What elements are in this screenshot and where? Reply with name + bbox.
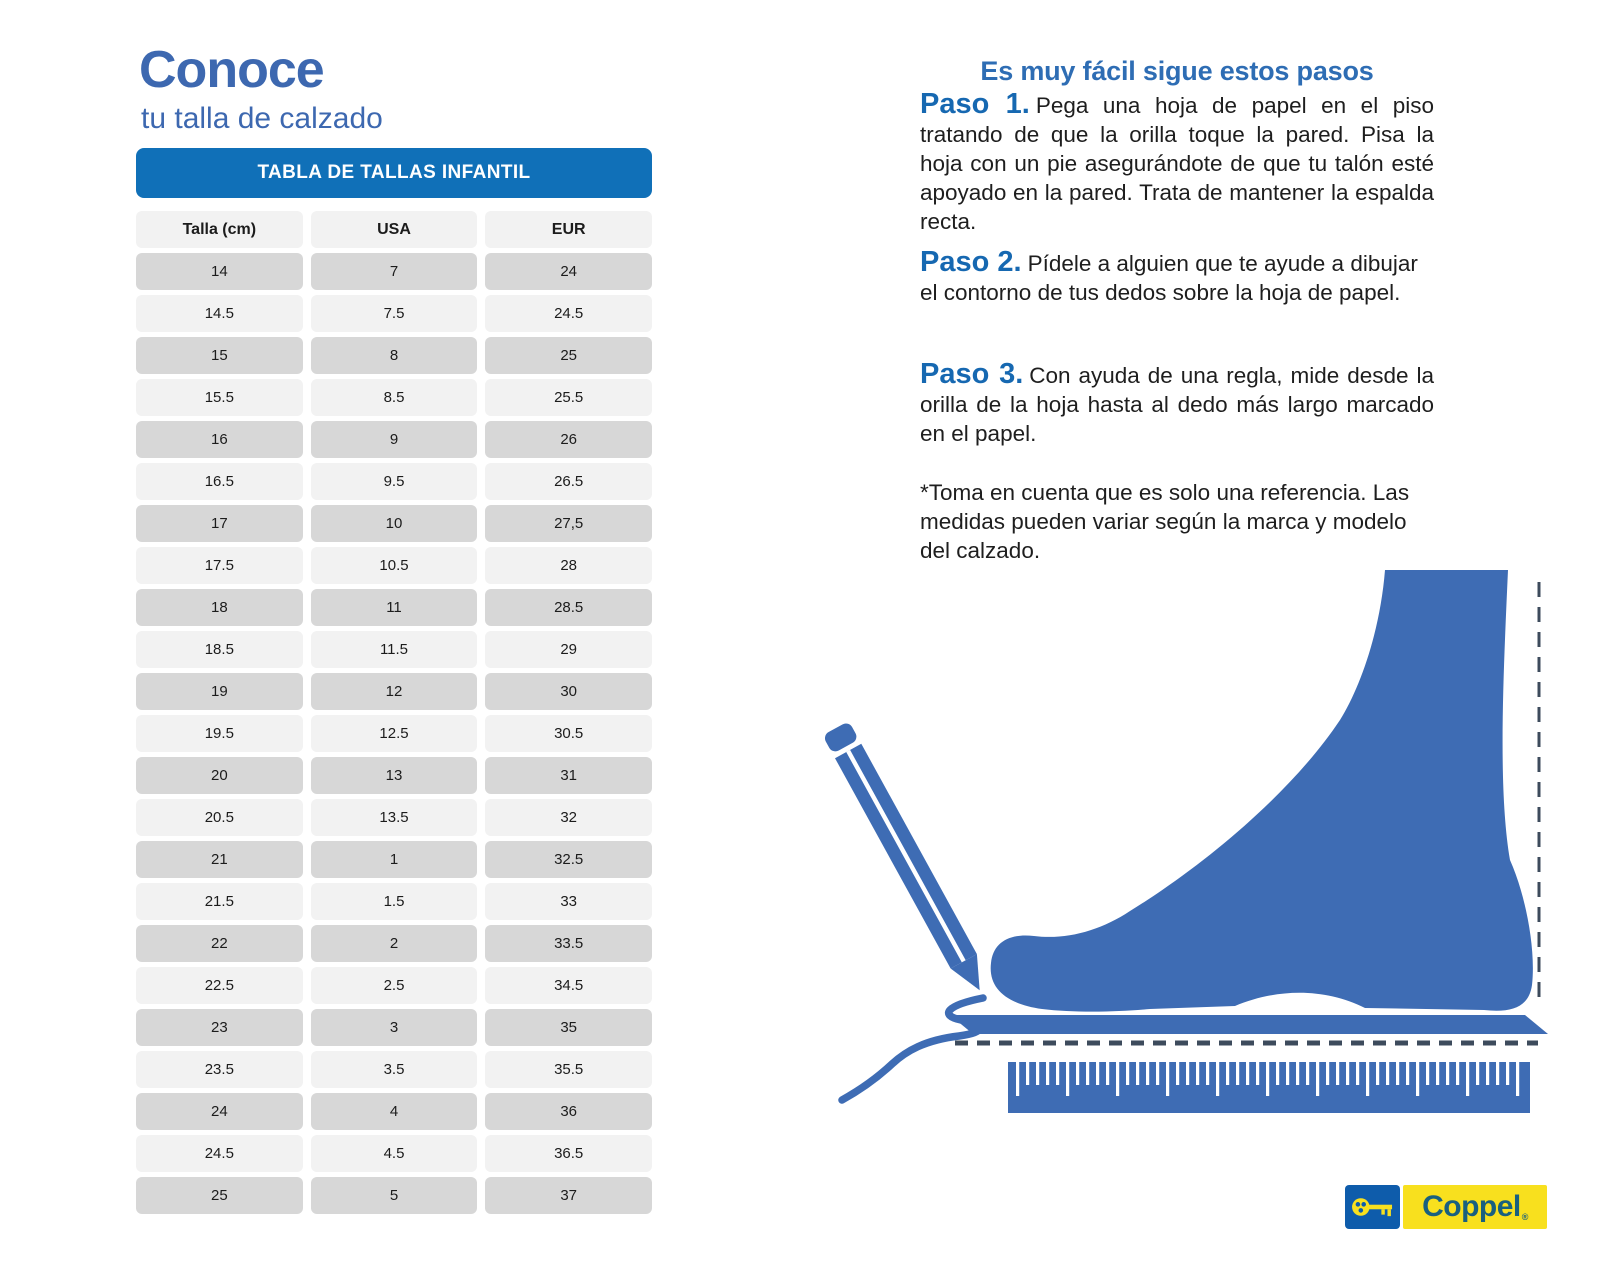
steps-heading: Es muy fácil sigue estos pasos: [980, 56, 1374, 86]
pencil-icon: [822, 721, 992, 997]
table-cell: 16.5: [136, 463, 303, 500]
table-cell: 13.5: [311, 799, 478, 836]
table-cell: 8: [311, 337, 478, 374]
table-cell: 28: [485, 547, 652, 584]
table-cell: 33.5: [485, 925, 652, 962]
step-3-paragraph: [920, 360, 1434, 448]
table-cell: 21.5: [136, 883, 303, 920]
table-row: [136, 883, 652, 920]
table-cell: 28.5: [485, 589, 652, 626]
table-row: [136, 295, 652, 332]
table-cell: 23.5: [136, 1051, 303, 1088]
logo-registered-mark: ®: [1521, 1212, 1528, 1222]
table-cell: 16: [136, 421, 303, 458]
key-icon: [1345, 1185, 1400, 1229]
foot-silhouette: [991, 570, 1533, 1012]
table-cell: 3: [311, 1009, 478, 1046]
table-cell: 29: [485, 631, 652, 668]
size-table-banner: TABLA DE TALLAS INFANTIL: [136, 148, 652, 198]
logo-text: Coppel: [1422, 1190, 1521, 1223]
table-cell: 24.5: [485, 295, 652, 332]
table-cell: 26.5: [485, 463, 652, 500]
table-cell: 5: [311, 1177, 478, 1214]
table-cell: 11: [311, 589, 478, 626]
table-row: [136, 1177, 652, 1214]
table-row: [136, 631, 652, 668]
size-table: [136, 211, 652, 1214]
table-cell: 25: [485, 337, 652, 374]
page-subtitle: tu talla de calzado: [141, 102, 383, 135]
table-cell: 30: [485, 673, 652, 710]
table-cell: 2.5: [311, 967, 478, 1004]
foot-measuring-illustration: [820, 560, 1560, 1140]
table-cell: 19.5: [136, 715, 303, 752]
table-cell: 17: [136, 505, 303, 542]
table-cell: 21: [136, 841, 303, 878]
table-row: [136, 547, 652, 584]
table-cell: 2: [311, 925, 478, 962]
step-2-text: Pídele a alguien que te ayude a dibujar el contorno de tus dedos sobre la hoja de papel.: [920, 251, 1418, 305]
table-cell: 3.5: [311, 1051, 478, 1088]
table-cell: 12: [311, 673, 478, 710]
table-row: [136, 1051, 652, 1088]
table-row: [136, 1009, 652, 1046]
table-cell: 35.5: [485, 1051, 652, 1088]
size-table-rows: [136, 253, 652, 1214]
table-cell: 14: [136, 253, 303, 290]
table-cell: 24: [485, 253, 652, 290]
reference-note: *Toma en cuenta que es solo una referencia. Las medidas pueden variar según la marca y modelo del calzado.: [920, 480, 1410, 563]
size-table-header-row: [136, 211, 652, 248]
step-3-label: Paso 3.: [920, 358, 1024, 390]
page-title: Conoce: [139, 41, 324, 99]
table-cell: 36: [485, 1093, 652, 1130]
table-cell: 25.5: [485, 379, 652, 416]
table-cell: 4: [311, 1093, 478, 1130]
table-cell: 10.5: [311, 547, 478, 584]
table-cell: 8.5: [311, 379, 478, 416]
paper-sheet: [950, 1015, 1548, 1034]
table-cell: 24.5: [136, 1135, 303, 1172]
table-row: [136, 967, 652, 1004]
table-cell: 20: [136, 757, 303, 794]
table-cell: 18: [136, 589, 303, 626]
table-cell: 22.5: [136, 967, 303, 1004]
table-row: [136, 841, 652, 878]
table-cell: 12.5: [311, 715, 478, 752]
table-row: [136, 379, 652, 416]
step-1-text: Pega una hoja de papel en el piso tratando de que la orilla toque la pared. Pisa la hoja con un pie asegurándote de que tu talón esté apoyado en la pared. Trata de mantener la espalda recta.: [920, 93, 1434, 234]
table-cell: 35: [485, 1009, 652, 1046]
table-cell: 19: [136, 673, 303, 710]
table-row: [136, 589, 652, 626]
column-header-eur: EUR: [485, 211, 652, 248]
table-row: [136, 757, 652, 794]
table-cell: 22: [136, 925, 303, 962]
table-cell: 7: [311, 253, 478, 290]
table-cell: 31: [485, 757, 652, 794]
table-cell: 7.5: [311, 295, 478, 332]
table-cell: 1: [311, 841, 478, 878]
table-row: [136, 715, 652, 752]
step-2-label: Paso 2.: [920, 246, 1022, 278]
table-cell: 15: [136, 337, 303, 374]
table-cell: 14.5: [136, 295, 303, 332]
logo-wordmark: [1403, 1185, 1547, 1229]
table-row: [136, 337, 652, 374]
step-3-text: Con ayuda de una regla, mide desde la orilla de la hoja hasta al dedo más largo marcado en el papel.: [920, 363, 1434, 446]
column-header-talla-cm: Talla (cm): [136, 211, 303, 248]
step-1-label: Paso 1.: [920, 88, 1030, 120]
step-2-paragraph: [920, 248, 1434, 307]
table-row: [136, 505, 652, 542]
table-row: [136, 463, 652, 500]
table-row: [136, 421, 652, 458]
table-cell: 9.5: [311, 463, 478, 500]
table-cell: 27,5: [485, 505, 652, 542]
table-cell: 24: [136, 1093, 303, 1130]
table-cell: 37: [485, 1177, 652, 1214]
table-row: [136, 925, 652, 962]
table-cell: 25: [136, 1177, 303, 1214]
table-cell: 20.5: [136, 799, 303, 836]
table-cell: 34.5: [485, 967, 652, 1004]
table-cell: 1.5: [311, 883, 478, 920]
table-cell: 4.5: [311, 1135, 478, 1172]
table-cell: 17.5: [136, 547, 303, 584]
coppel-logo: [1345, 1185, 1547, 1229]
table-row: [136, 1135, 652, 1172]
ruler-ticks: [1016, 1062, 1522, 1102]
table-cell: 32: [485, 799, 652, 836]
table-cell: 30.5: [485, 715, 652, 752]
table-cell: 15.5: [136, 379, 303, 416]
table-cell: 10: [311, 505, 478, 542]
table-cell: 32.5: [485, 841, 652, 878]
table-cell: 18.5: [136, 631, 303, 668]
column-header-usa: USA: [311, 211, 478, 248]
table-cell: 23: [136, 1009, 303, 1046]
table-cell: 9: [311, 421, 478, 458]
pencil-scribble: [842, 998, 983, 1100]
table-cell: 33: [485, 883, 652, 920]
table-row: [136, 799, 652, 836]
table-cell: 36.5: [485, 1135, 652, 1172]
table-row: [136, 253, 652, 290]
table-cell: 26: [485, 421, 652, 458]
table-row: [136, 1093, 652, 1130]
table-cell: 11.5: [311, 631, 478, 668]
step-1-paragraph: [920, 90, 1434, 236]
table-cell: 13: [311, 757, 478, 794]
table-row: [136, 673, 652, 710]
